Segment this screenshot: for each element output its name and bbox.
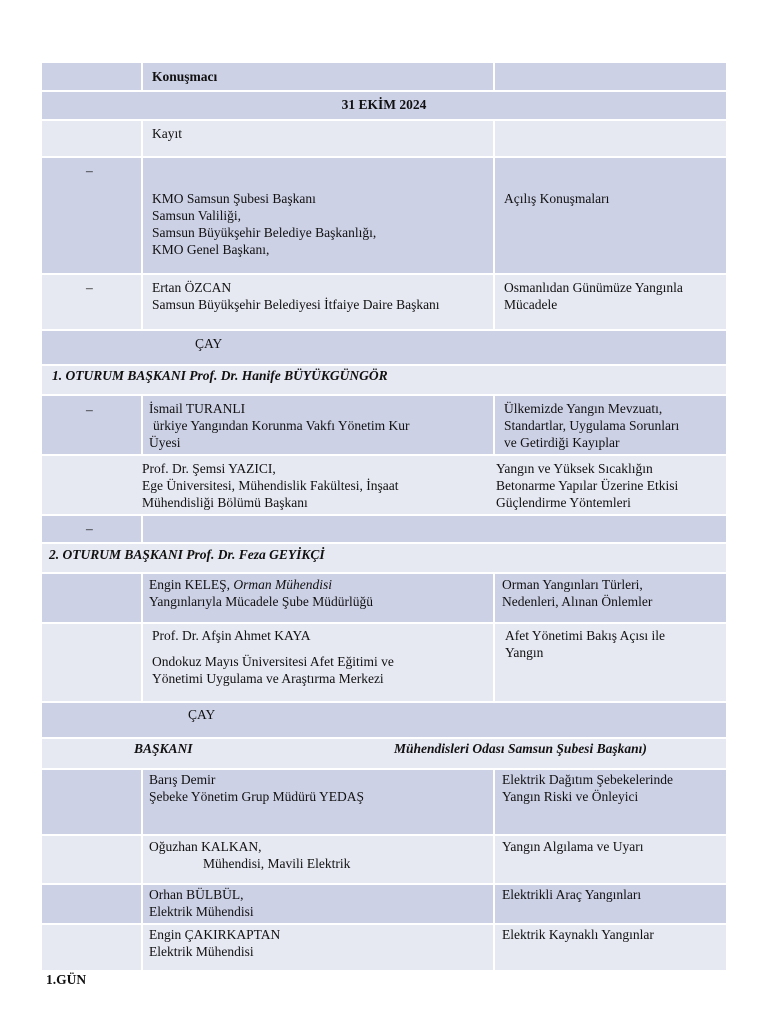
session-chair-label: BAŞKANI xyxy=(134,741,193,756)
session-row xyxy=(42,366,726,394)
table-row xyxy=(42,275,726,329)
table-row xyxy=(42,925,726,970)
table-row xyxy=(42,770,726,834)
table-row xyxy=(42,121,726,156)
topic-cell: Yangın Algılama ve Uyarı xyxy=(502,839,644,854)
speaker-cell: Barış Demir Şebeke Yönetim Grup Müdürü YEDAŞ xyxy=(149,772,364,804)
topic-cell: Ülkemizde Yangın Mevzuatı, Standartlar, Uygulama Sorunları ve Getirdiği Kayıplar xyxy=(504,401,680,450)
date-row xyxy=(42,92,726,119)
tea-break-label: ÇAY xyxy=(195,336,223,351)
speaker-cell: İsmail TURANLI ürkiye Yangından Korunma Vakfı Yönetim Kur Üyesi xyxy=(149,401,410,450)
session-chair-affiliation: Mühendisleri Odası Samsun Şubesi Başkanı) xyxy=(394,741,647,756)
table-row xyxy=(42,885,726,923)
table-row xyxy=(42,516,726,542)
speaker-cell: Oğuzhan KALKAN, Mühendisi, Mavili Elektrik xyxy=(149,839,351,871)
break-row xyxy=(42,703,726,737)
table-row xyxy=(42,574,726,622)
day-label: 1.GÜN xyxy=(46,972,87,987)
break-row xyxy=(42,331,726,364)
time-dash: – xyxy=(86,163,93,178)
time-dash: – xyxy=(86,280,93,295)
speaker-cell: Prof. Dr. Şemsi YAZICI, Ege Üniversitesi, Mühendislik Fakültesi, İnşaat Mühendisliği Bölümü Başkanı xyxy=(142,461,399,510)
speaker-cell: Orhan BÜLBÜL, Elektrik Mühendisi xyxy=(149,887,254,919)
topic-cell: Osmanlıdan Günümüze Yangınla Mücadele xyxy=(504,280,683,312)
table-row xyxy=(42,158,726,273)
speaker-cell: KMO Samsun Şubesi Başkanı Samsun Valiliği, Samsun Büyükşehir Belediye Başkanlığı, KMO Genel Başkanı, xyxy=(152,191,377,257)
time-dash: – xyxy=(86,402,93,417)
topic-cell: Elektrik Kaynaklı Yangınlar xyxy=(502,927,654,942)
topic-cell: Elektrik Dağıtım Şebekelerinde Yangın Riski ve Önleyici xyxy=(502,772,673,804)
speaker-cell: Engin ÇAKIRKAPTAN Elektrik Mühendisi xyxy=(149,927,281,959)
table-header-row xyxy=(42,63,726,90)
speaker-column-header: Konuşmacı xyxy=(152,69,218,84)
topic-cell: Orman Yangınları Türleri, Nedenleri, Alınan Önlemler xyxy=(502,577,653,609)
speaker-cell: Prof. Dr. Afşin Ahmet KAYA Ondokuz Mayıs Üniversitesi Afet Eğitimi ve Yönetimi Uygulama ve Araştırma Merkezi xyxy=(152,628,394,686)
session-row xyxy=(42,739,726,768)
topic-cell: Elektrikli Araç Yangınları xyxy=(502,887,642,902)
table-row xyxy=(42,456,726,514)
day-date: 31 EKİM 2024 xyxy=(341,97,427,112)
session-row xyxy=(42,544,726,572)
time-dash: – xyxy=(86,521,93,536)
table-row xyxy=(42,396,726,454)
tea-break-label: ÇAY xyxy=(188,707,216,722)
topic-cell: Afet Yönetimi Bakış Açısı ile Yangın xyxy=(505,628,665,660)
table-row xyxy=(42,624,726,701)
session-chair: 1. OTURUM BAŞKANI Prof. Dr. Hanife BÜYÜKGÜNGÖR xyxy=(52,368,388,383)
table-row xyxy=(42,836,726,883)
registration-label: Kayıt xyxy=(152,126,182,141)
speaker-cell: Engin KELEŞ, Orman Mühendisi Yangınlarıyla Mücadele Şube Müdürlüğü xyxy=(149,577,373,609)
topic-cell: Yangın ve Yüksek Sıcaklığın Betonarme Yapılar Üzerine Etkisi Güçlendirme Yöntemleri xyxy=(496,461,679,510)
speaker-cell: Ertan ÖZCAN Samsun Büyükşehir Belediyesi İtfaiye Daire Başkanı xyxy=(152,280,440,312)
topic-cell: Açılış Konuşmaları xyxy=(504,191,610,206)
session-chair: 2. OTURUM BAŞKANI Prof. Dr. Feza GEYİKÇİ xyxy=(49,547,325,562)
